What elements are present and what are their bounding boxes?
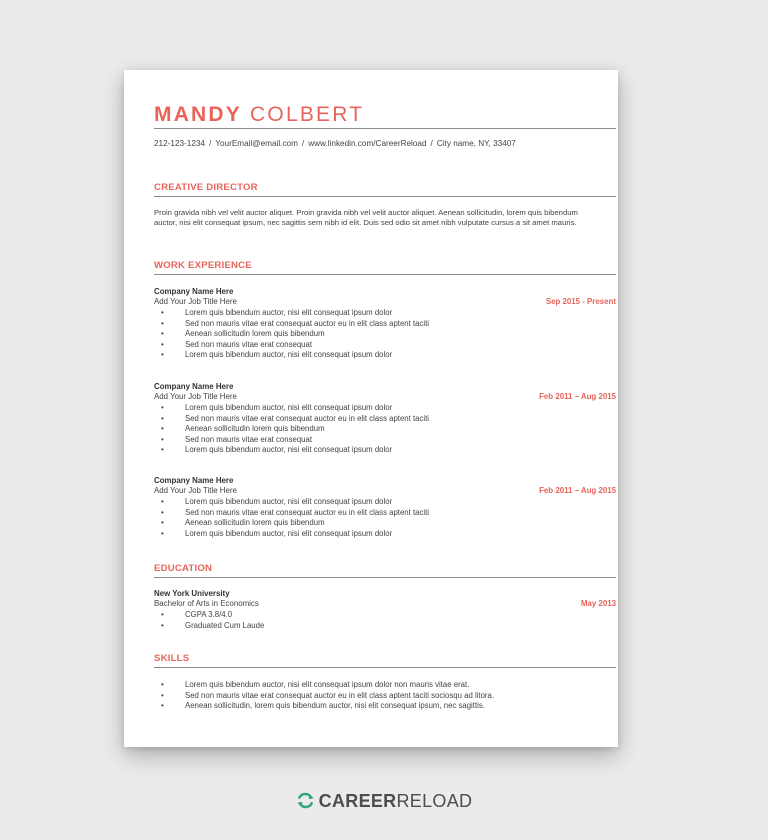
list-item: • Aenean sollicitudin, lorem quis bibendum auctor, nisi elit consequat ipsum, nec sagittis. — [154, 701, 616, 712]
list-item: • Sed non mauris vitae erat consequat auctor eu in elit class aptent taciti — [154, 319, 616, 330]
list-item: • Aenean sollicitudin lorem quis bibendum — [154, 518, 616, 529]
summary-heading: CREATIVE DIRECTOR — [154, 182, 258, 193]
job-title: Add Your Job Title Here — [154, 486, 237, 495]
job-entry — [154, 287, 616, 361]
list-item: • CGPA 3.8/4.0 — [154, 610, 616, 621]
header-rule — [154, 128, 616, 129]
skills-entry — [154, 680, 616, 712]
job-title: Add Your Job Title Here — [154, 297, 237, 306]
contact-location: City name, NY, 33407 — [436, 139, 516, 148]
contact-phone: 212-123-1234 — [154, 139, 205, 148]
brand-logo[interactable] — [0, 791, 768, 815]
resume-page — [124, 70, 618, 747]
job-title-row — [154, 297, 616, 308]
refresh-arrows-icon — [296, 791, 315, 815]
job-entry — [154, 476, 616, 539]
list-item: • Graduated Cum Laude — [154, 621, 616, 632]
list-item: • Lorem quis bibendum auctor, nisi elit consequat ipsum dolor — [154, 350, 616, 361]
list-item: • Lorem quis bibendum auctor, nisi elit consequat ipsum dolor — [154, 403, 616, 414]
section-rule — [154, 196, 616, 197]
list-item: • Sed non mauris vitae erat consequat — [154, 340, 616, 351]
job-company: Company Name Here — [154, 476, 234, 485]
contact-email: YourEmail@email.com — [215, 139, 298, 148]
list-item: • Lorem quis bibendum auctor, nisi elit consequat ipsum dolor — [154, 529, 616, 540]
list-item: • Lorem quis bibendum auctor, nisi elit consequat ipsum dolor — [154, 308, 616, 319]
job-title: Add Your Job Title Here — [154, 392, 237, 401]
section-rule — [154, 577, 616, 578]
first-name: MANDY — [154, 103, 242, 126]
skills-heading: SKILLS — [154, 653, 190, 664]
job-title-row — [154, 392, 616, 403]
education-date: May 2013 — [580, 599, 616, 608]
list-item: • Sed non mauris vitae erat consequat — [154, 435, 616, 446]
summary-text: Proin gravida nibh vel velit auctor aliquet. Proin gravida nibh vel velit auctor aliquet. Aenean sollicitudin, lorem quis bibendum auctor, nisi elit consequat ipsum, nec sagittis sem nibh id elit. Duis sed odio sit amet nibh vulputate cursus a sit amet mauris. — [154, 208, 578, 227]
education-degree-row — [154, 599, 616, 610]
job-entry — [154, 382, 616, 456]
list-item: • Lorem quis bibendum auctor, nisi elit consequat ipsum dolor — [154, 445, 616, 456]
job-bullets — [154, 497, 616, 539]
list-item: • Aenean sollicitudin lorem quis bibendum — [154, 424, 616, 435]
education-bullets — [154, 610, 616, 631]
job-company: Company Name Here — [154, 382, 234, 391]
job-bullets — [154, 308, 616, 361]
job-bullets — [154, 403, 616, 456]
education-degree: Bachelor of Arts in Economics — [154, 599, 259, 608]
job-title-row — [154, 486, 616, 497]
job-dates: Feb 2011 – Aug 2015 — [539, 392, 616, 401]
job-dates: Sep 2015 - Present — [545, 297, 616, 306]
resume-name — [154, 103, 364, 127]
work-experience-heading: WORK EXPERIENCE — [154, 260, 252, 271]
list-item: • Aenean sollicitudin lorem quis bibendum — [154, 329, 616, 340]
list-item: • Sed non mauris vitae erat consequat auctor eu in elit class aptent taciti — [154, 508, 616, 519]
last-name: COLBERT — [250, 103, 365, 126]
brand-name-bold: CAREER — [318, 791, 397, 811]
job-company: Company Name Here — [154, 287, 234, 296]
list-item: • Sed non mauris vitae erat consequat auctor eu in elit class aptent taciti sociosqu ad litora. — [154, 691, 616, 702]
list-item: • Lorem quis bibendum auctor, nisi elit consequat ipsum dolor — [154, 497, 616, 508]
job-dates: Feb 2011 – Aug 2015 — [539, 486, 616, 495]
contact-line — [154, 139, 516, 148]
contact-separator: / — [209, 139, 212, 148]
contact-linkedin: www.linkedin.com/CareerReload — [308, 139, 427, 148]
education-entry — [154, 589, 616, 631]
brand-name-regular: RELOAD — [396, 791, 473, 811]
contact-separator: / — [430, 139, 433, 148]
contact-separator: / — [301, 139, 305, 148]
section-rule — [154, 667, 616, 668]
skills-bullets — [154, 680, 616, 712]
list-item: • Lorem quis bibendum auctor, nisi elit consequat ipsum dolor non mauris vitae erat. — [154, 680, 616, 691]
section-rule — [154, 274, 616, 275]
list-item: • Sed non mauris vitae erat consequat auctor eu in elit class aptent taciti — [154, 414, 616, 425]
education-heading: EDUCATION — [154, 563, 213, 574]
education-school: New York University — [154, 589, 230, 598]
